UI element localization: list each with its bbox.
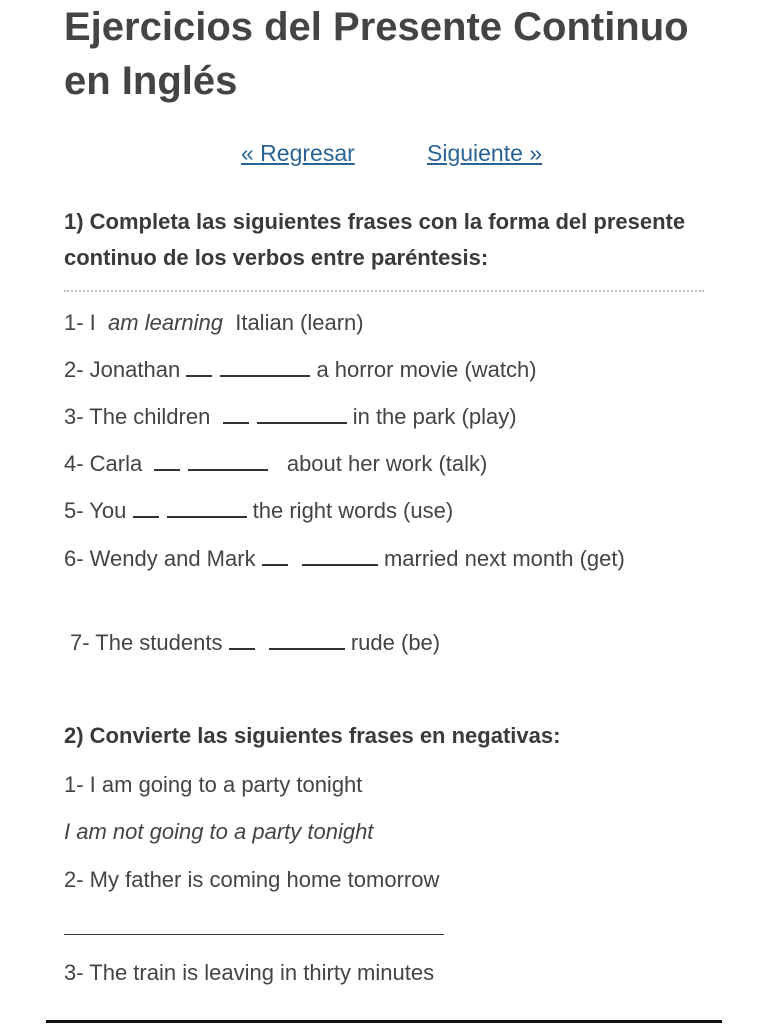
item-text-after: a horror movie (watch) (316, 357, 537, 382)
blank-verb[interactable] (188, 451, 268, 471)
bottom-divider (46, 1020, 722, 1023)
item-text-before: 5- You (64, 498, 127, 523)
blank-aux[interactable] (133, 498, 159, 518)
page-title: Ejercicios del Presente Continuo en Inglés (64, 5, 689, 103)
blank-aux[interactable] (229, 630, 255, 650)
item-text-before: 6- Wendy and Mark (64, 546, 256, 571)
blank-verb[interactable] (220, 357, 310, 377)
item-text-after: the right words (use) (252, 498, 454, 523)
previous-link[interactable]: « Regresar (241, 140, 355, 166)
item-text-after: married next month (get) (383, 546, 625, 571)
blank-aux[interactable] (154, 451, 180, 471)
blank-verb[interactable] (269, 630, 345, 650)
exercise1-item-4 (64, 446, 704, 482)
exercise2-item-3: 3- The train is leaving in thirty minutes (64, 960, 435, 985)
exercise2-example-answer: I am not going to a party tonight (64, 819, 374, 844)
item-text-before: 4- Carla (64, 451, 143, 476)
exercise1-item-6 (64, 541, 704, 577)
item-text-before: 3- The children (64, 404, 211, 429)
item-rest: Italian (learn) (235, 310, 364, 335)
item-text-before: 2- Jonathan (64, 357, 181, 382)
item-text-after: in the park (play) (352, 404, 517, 429)
blank-verb[interactable] (302, 546, 378, 566)
exercise1-item-1 (64, 305, 704, 341)
example-answer: am learning (108, 310, 223, 335)
next-link[interactable]: Siguiente » (427, 140, 543, 166)
blank-aux[interactable] (262, 546, 288, 566)
blank-aux[interactable] (223, 404, 249, 424)
exercise1-item-5 (64, 493, 704, 529)
exercise1-item-2 (64, 352, 704, 388)
item-text-after: about her work (talk) (286, 451, 488, 476)
dotted-divider (64, 290, 704, 292)
item-text-before: 7- The students (70, 630, 223, 655)
item-text-after: rude (be) (350, 630, 441, 655)
item-number: 1- I (64, 310, 96, 335)
exercise2-item-2: 2- My father is coming home tomorrow (64, 867, 440, 892)
blank-verb[interactable] (167, 498, 247, 518)
exercise1-item-3 (64, 399, 704, 435)
exercise2-item-1: 1- I am going to a party tonight (64, 772, 363, 797)
blank-aux[interactable] (186, 357, 212, 377)
blank-verb[interactable] (257, 404, 347, 424)
section2-heading: 2) Convierte las siguientes frases en negativas: (64, 723, 561, 748)
answer-blank-line[interactable] (64, 934, 444, 935)
section1-heading: 1) Completa las siguientes frases con la forma del presente continuo de los verbos entre paréntesis: (64, 209, 686, 270)
exercise1-item-7 (70, 625, 710, 661)
